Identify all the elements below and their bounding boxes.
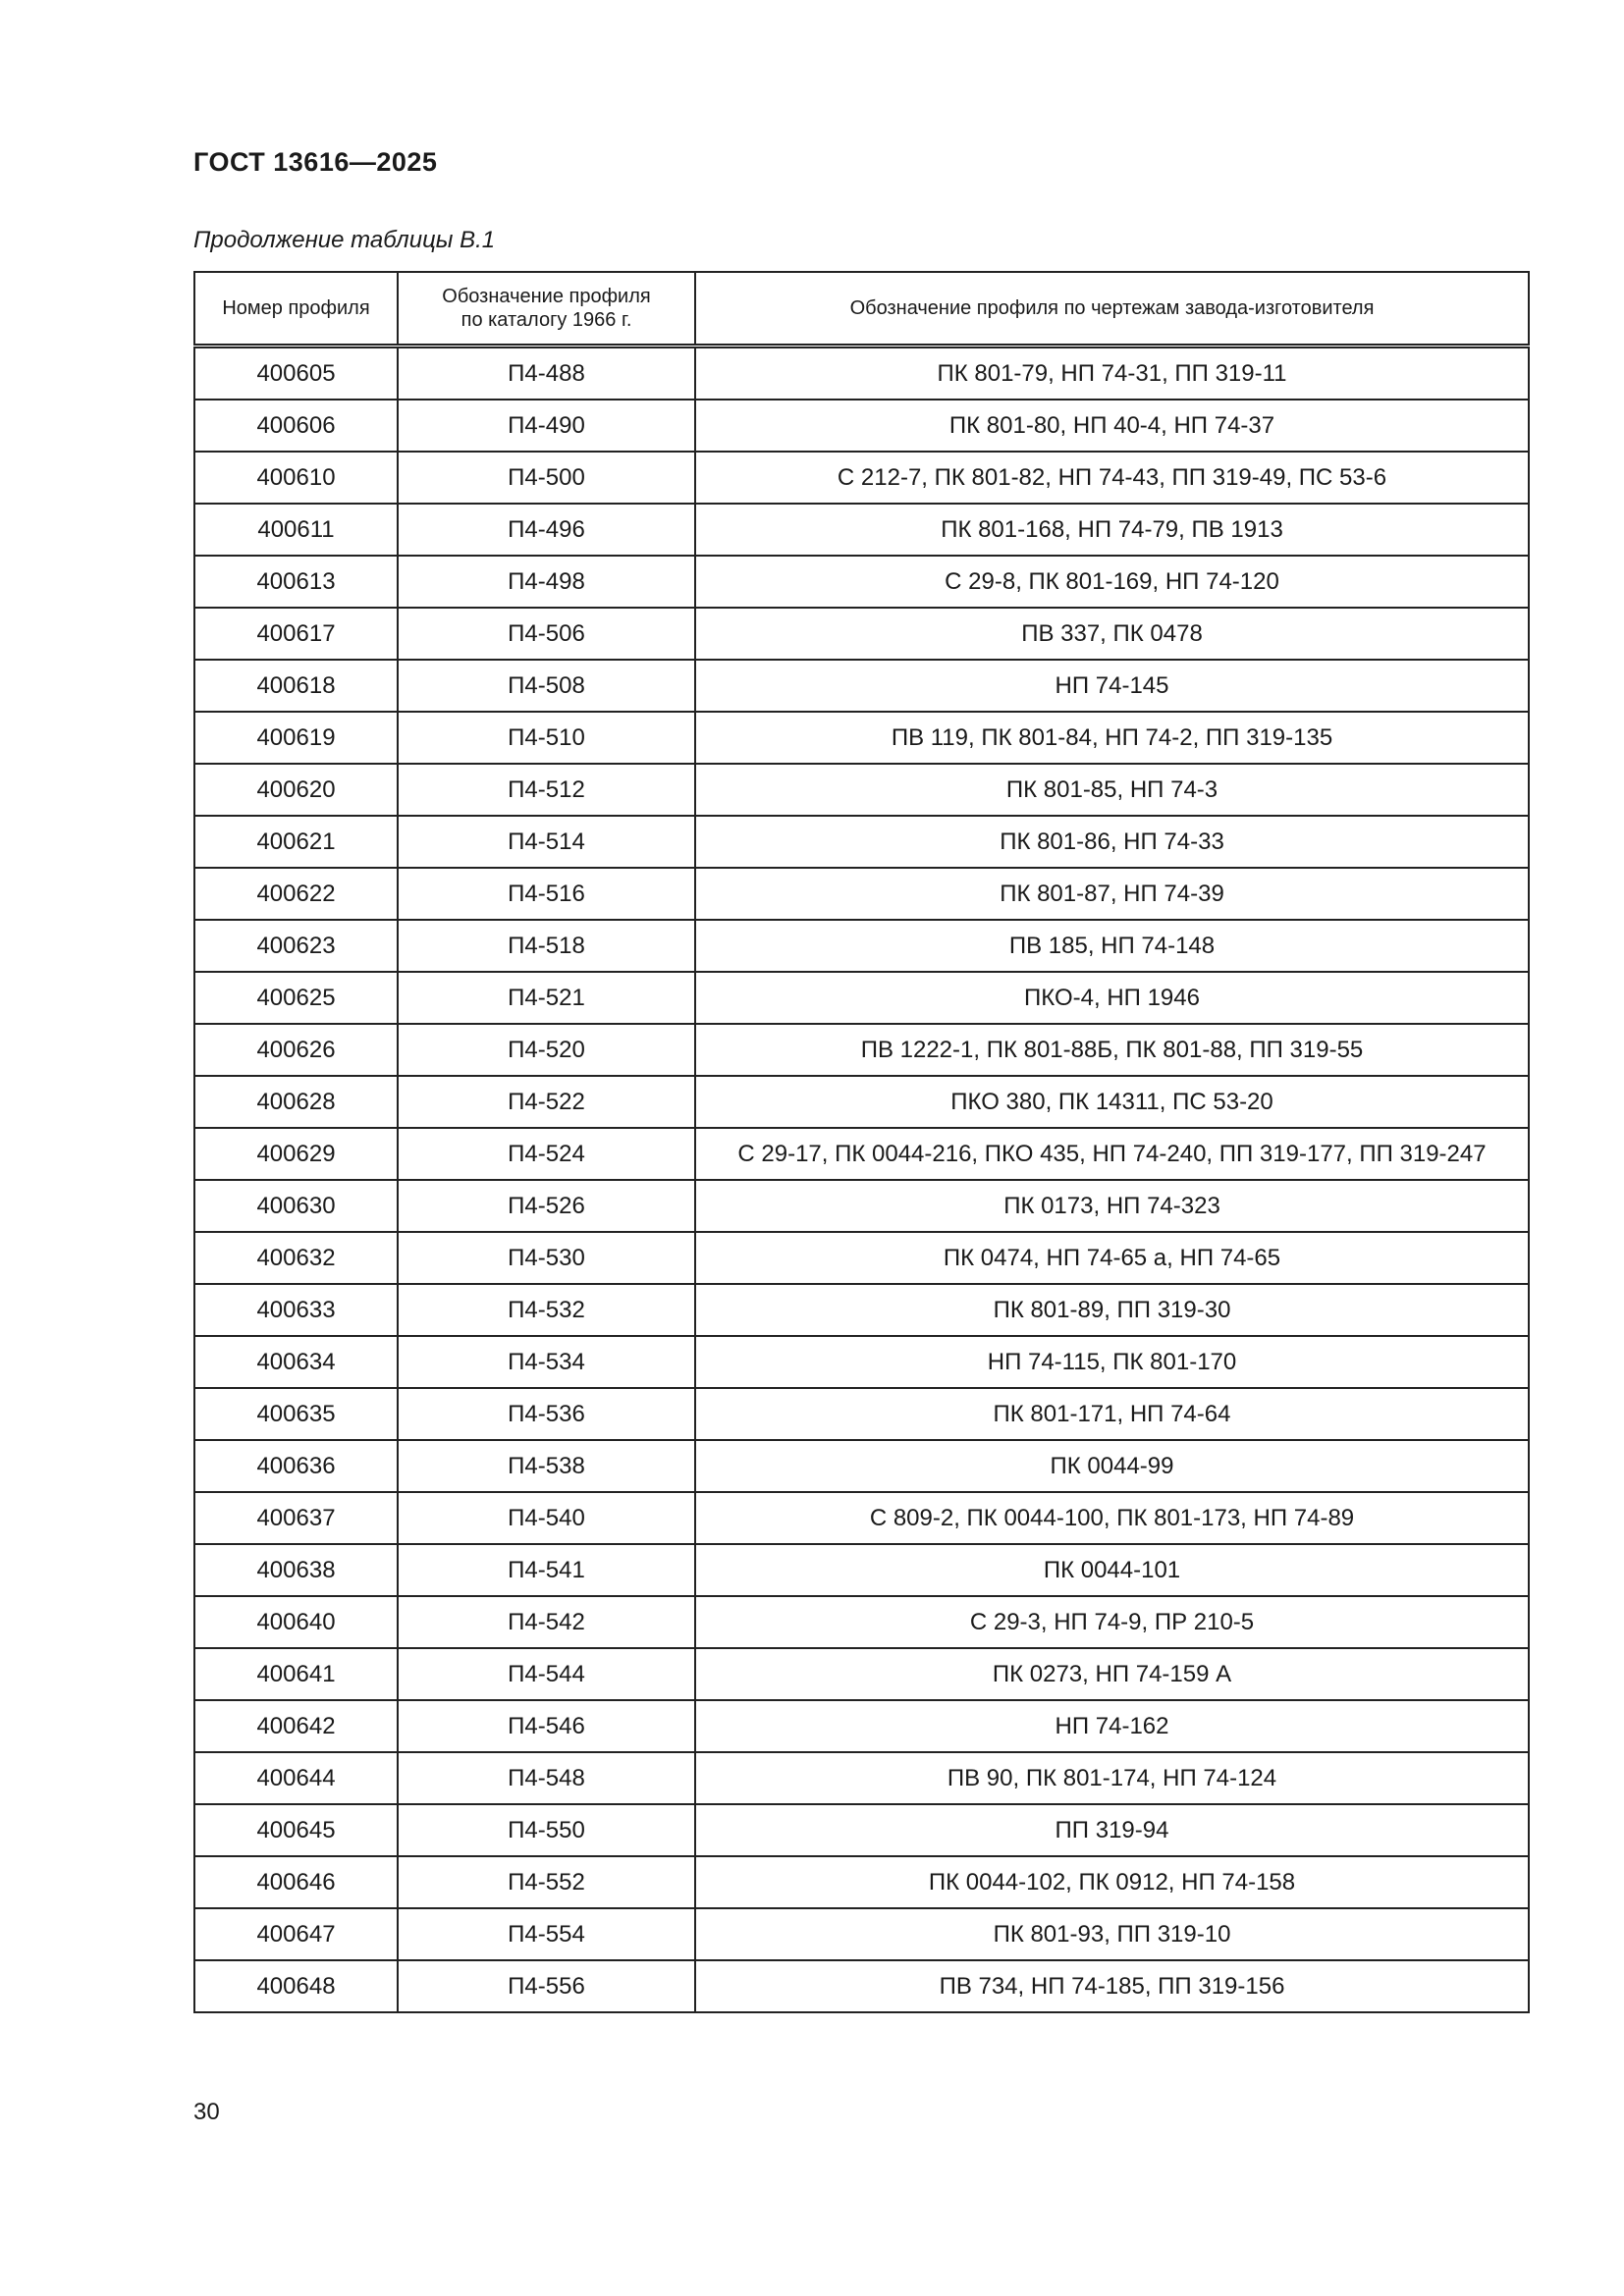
table-row <box>194 1492 1529 1544</box>
cell-catalog-designation: П4-540 <box>398 1492 695 1544</box>
cell-profile-number: 400636 <box>194 1440 398 1492</box>
table-row <box>194 400 1529 452</box>
profile-table <box>193 271 1530 2013</box>
cell-profile-number: 400632 <box>194 1232 398 1284</box>
table-row <box>194 868 1529 920</box>
table-container <box>193 271 1528 2013</box>
cell-catalog-designation: П4-498 <box>398 556 695 608</box>
table-row <box>194 1804 1529 1856</box>
cell-manufacturer-designation: ПК 801-85, НП 74-3 <box>695 764 1529 816</box>
cell-catalog-designation: П4-522 <box>398 1076 695 1128</box>
cell-manufacturer-designation: НП 74-115, ПК 801-170 <box>695 1336 1529 1388</box>
cell-manufacturer-designation: ПК 0044-102, ПК 0912, НП 74-158 <box>695 1856 1529 1908</box>
table-row <box>194 816 1529 868</box>
cell-profile-number: 400647 <box>194 1908 398 1960</box>
cell-manufacturer-designation: С 29-3, НП 74-9, ПР 210-5 <box>695 1596 1529 1648</box>
cell-catalog-designation: П4-541 <box>398 1544 695 1596</box>
cell-catalog-designation: П4-500 <box>398 452 695 504</box>
cell-manufacturer-designation: ПК 0044-101 <box>695 1544 1529 1596</box>
table-row <box>194 1960 1529 2012</box>
table-caption: Продолжение таблицы В.1 <box>193 227 496 253</box>
table-row <box>194 1648 1529 1700</box>
cell-profile-number: 400625 <box>194 972 398 1024</box>
table-row <box>194 1440 1529 1492</box>
cell-profile-number: 400619 <box>194 712 398 764</box>
cell-manufacturer-designation: ПВ 185, НП 74-148 <box>695 920 1529 972</box>
table-row <box>194 1596 1529 1648</box>
cell-catalog-designation: П4-510 <box>398 712 695 764</box>
cell-manufacturer-designation: ПКО-4, НП 1946 <box>695 972 1529 1024</box>
cell-manufacturer-designation: ПВ 90, ПК 801-174, НП 74-124 <box>695 1752 1529 1804</box>
table-row <box>194 1128 1529 1180</box>
table-row <box>194 764 1529 816</box>
table-row <box>194 347 1529 400</box>
cell-profile-number: 400641 <box>194 1648 398 1700</box>
cell-catalog-designation: П4-516 <box>398 868 695 920</box>
cell-profile-number: 400618 <box>194 660 398 712</box>
cell-manufacturer-designation: ПК 0044-99 <box>695 1440 1529 1492</box>
cell-catalog-designation: П4-488 <box>398 347 695 400</box>
table-row <box>194 1076 1529 1128</box>
cell-catalog-designation: П4-520 <box>398 1024 695 1076</box>
cell-catalog-designation: П4-506 <box>398 608 695 660</box>
cell-profile-number: 400646 <box>194 1856 398 1908</box>
document-header: ГОСТ 13616—2025 <box>193 147 438 177</box>
cell-manufacturer-designation: НП 74-145 <box>695 660 1529 712</box>
column-header-manufacturer-designation: Обозначение профиля по чертежам завода-изготовителя <box>695 272 1529 347</box>
table-header-row <box>194 272 1529 347</box>
cell-profile-number: 400633 <box>194 1284 398 1336</box>
cell-catalog-designation: П4-490 <box>398 400 695 452</box>
cell-profile-number: 400642 <box>194 1700 398 1752</box>
cell-manufacturer-designation: ПК 801-87, НП 74-39 <box>695 868 1529 920</box>
table-row <box>194 556 1529 608</box>
cell-profile-number: 400610 <box>194 452 398 504</box>
cell-catalog-designation: П4-518 <box>398 920 695 972</box>
cell-catalog-designation: П4-508 <box>398 660 695 712</box>
cell-manufacturer-designation: ПВ 1222-1, ПК 801-88Б, ПК 801-88, ПП 319-55 <box>695 1024 1529 1076</box>
cell-manufacturer-designation: С 212-7, ПК 801-82, НП 74-43, ПП 319-49, ПС 53-6 <box>695 452 1529 504</box>
cell-profile-number: 400640 <box>194 1596 398 1648</box>
cell-manufacturer-designation: С 29-8, ПК 801-169, НП 74-120 <box>695 556 1529 608</box>
table-row <box>194 1336 1529 1388</box>
cell-profile-number: 400617 <box>194 608 398 660</box>
cell-profile-number: 400606 <box>194 400 398 452</box>
table-row <box>194 1856 1529 1908</box>
cell-manufacturer-designation: С 29-17, ПК 0044-216, ПКО 435, НП 74-240, ПП 319-177, ПП 319-247 <box>695 1128 1529 1180</box>
cell-catalog-designation: П4-550 <box>398 1804 695 1856</box>
cell-profile-number: 400629 <box>194 1128 398 1180</box>
table-row <box>194 1180 1529 1232</box>
cell-catalog-designation: П4-512 <box>398 764 695 816</box>
page-number: 30 <box>193 2099 220 2125</box>
cell-catalog-designation: П4-542 <box>398 1596 695 1648</box>
column-header-catalog-designation: Обозначение профиля по каталогу 1966 г. <box>398 272 695 347</box>
cell-catalog-designation: П4-546 <box>398 1700 695 1752</box>
cell-manufacturer-designation: ПВ 734, НП 74-185, ПП 319-156 <box>695 1960 1529 2012</box>
cell-catalog-designation: П4-534 <box>398 1336 695 1388</box>
table-row <box>194 1024 1529 1076</box>
cell-profile-number: 400611 <box>194 504 398 556</box>
table-row <box>194 608 1529 660</box>
table-row <box>194 1388 1529 1440</box>
cell-manufacturer-designation: С 809-2, ПК 0044-100, ПК 801-173, НП 74-89 <box>695 1492 1529 1544</box>
cell-catalog-designation: П4-526 <box>398 1180 695 1232</box>
table-body <box>194 347 1529 2013</box>
cell-profile-number: 400645 <box>194 1804 398 1856</box>
cell-profile-number: 400635 <box>194 1388 398 1440</box>
cell-manufacturer-designation: ПК 801-80, НП 40-4, НП 74-37 <box>695 400 1529 452</box>
cell-catalog-designation: П4-552 <box>398 1856 695 1908</box>
cell-profile-number: 400626 <box>194 1024 398 1076</box>
column-header-profile-number: Номер профиля <box>194 272 398 347</box>
cell-manufacturer-designation: ПВ 119, ПК 801-84, НП 74-2, ПП 319-135 <box>695 712 1529 764</box>
cell-profile-number: 400630 <box>194 1180 398 1232</box>
cell-catalog-designation: П4-530 <box>398 1232 695 1284</box>
cell-catalog-designation: П4-496 <box>398 504 695 556</box>
cell-manufacturer-designation: ПП 319-94 <box>695 1804 1529 1856</box>
cell-manufacturer-designation: ПК 801-93, ПП 319-10 <box>695 1908 1529 1960</box>
cell-profile-number: 400605 <box>194 347 398 400</box>
cell-profile-number: 400620 <box>194 764 398 816</box>
cell-profile-number: 400638 <box>194 1544 398 1596</box>
cell-manufacturer-designation: ПК 801-168, НП 74-79, ПВ 1913 <box>695 504 1529 556</box>
cell-profile-number: 400628 <box>194 1076 398 1128</box>
cell-profile-number: 400623 <box>194 920 398 972</box>
table-row <box>194 920 1529 972</box>
table-row <box>194 1544 1529 1596</box>
cell-profile-number: 400621 <box>194 816 398 868</box>
table-row <box>194 504 1529 556</box>
table-row <box>194 712 1529 764</box>
cell-manufacturer-designation: ПВ 337, ПК 0478 <box>695 608 1529 660</box>
table-row <box>194 660 1529 712</box>
cell-catalog-designation: П4-554 <box>398 1908 695 1960</box>
cell-catalog-designation: П4-521 <box>398 972 695 1024</box>
table-row <box>194 1232 1529 1284</box>
cell-manufacturer-designation: ПК 0474, НП 74-65 а, НП 74-65 <box>695 1232 1529 1284</box>
cell-catalog-designation: П4-544 <box>398 1648 695 1700</box>
table-row <box>194 452 1529 504</box>
cell-catalog-designation: П4-548 <box>398 1752 695 1804</box>
cell-catalog-designation: П4-536 <box>398 1388 695 1440</box>
cell-manufacturer-designation: ПК 0173, НП 74-323 <box>695 1180 1529 1232</box>
cell-profile-number: 400637 <box>194 1492 398 1544</box>
cell-catalog-designation: П4-532 <box>398 1284 695 1336</box>
table-row <box>194 1284 1529 1336</box>
cell-catalog-designation: П4-524 <box>398 1128 695 1180</box>
cell-manufacturer-designation: ПК 801-89, ПП 319-30 <box>695 1284 1529 1336</box>
table-row <box>194 1908 1529 1960</box>
cell-manufacturer-designation: ПК 801-86, НП 74-33 <box>695 816 1529 868</box>
cell-profile-number: 400644 <box>194 1752 398 1804</box>
cell-profile-number: 400648 <box>194 1960 398 2012</box>
cell-profile-number: 400613 <box>194 556 398 608</box>
cell-profile-number: 400622 <box>194 868 398 920</box>
cell-profile-number: 400634 <box>194 1336 398 1388</box>
table-row <box>194 1700 1529 1752</box>
cell-catalog-designation: П4-538 <box>398 1440 695 1492</box>
table-row <box>194 972 1529 1024</box>
cell-manufacturer-designation: ПК 801-79, НП 74-31, ПП 319-11 <box>695 347 1529 400</box>
cell-catalog-designation: П4-514 <box>398 816 695 868</box>
table-row <box>194 1752 1529 1804</box>
cell-manufacturer-designation: НП 74-162 <box>695 1700 1529 1752</box>
cell-manufacturer-designation: ПКО 380, ПК 14311, ПС 53-20 <box>695 1076 1529 1128</box>
cell-manufacturer-designation: ПК 801-171, НП 74-64 <box>695 1388 1529 1440</box>
cell-manufacturer-designation: ПК 0273, НП 74-159 А <box>695 1648 1529 1700</box>
cell-catalog-designation: П4-556 <box>398 1960 695 2012</box>
